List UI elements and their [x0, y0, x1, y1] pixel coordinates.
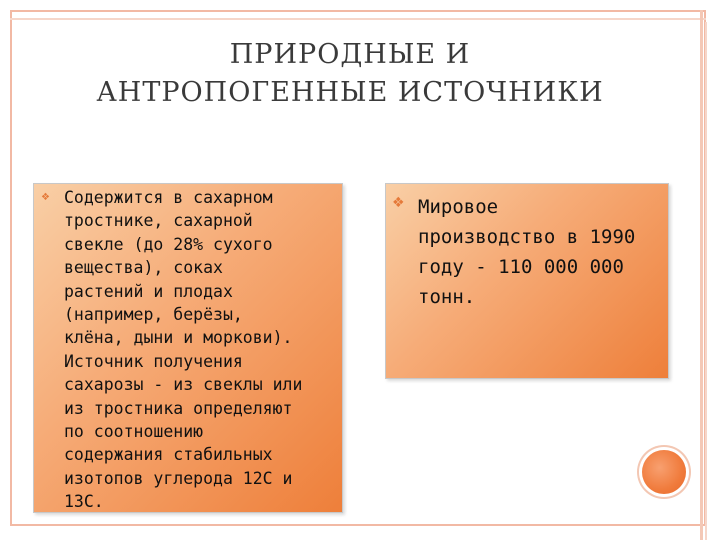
decorative-circle: [642, 450, 686, 494]
frame-right-line-inner: [705, 22, 707, 540]
slide-title: [20, 36, 680, 112]
left-box-text: Содержится в сахарном тростнике, сахарной свекле (до 28% сухого вещества), соках растений и плодах (например, берёзы, клёна, дыни и моркови). Источник получения сахарозы - из свеклы или из тростника определяют по соотношению содержания стабильных изотопов углерода 12С и 13С.: [64, 188, 303, 512]
title-line-1: ПРИРОДНЫЕ И: [229, 39, 471, 70]
frame-top-line: [10, 18, 706, 20]
right-box-text: Мировое производство в 1990 году - 110 000 000 тонн.: [418, 196, 636, 308]
diamond-bullet-icon: ❖: [41, 192, 50, 203]
title-line-2: АНТРОПОГЕННЫЕ ИСТОЧНИКИ: [96, 77, 604, 108]
diamond-bullet-icon: ❖: [392, 195, 405, 211]
frame-right-line: [700, 10, 703, 540]
